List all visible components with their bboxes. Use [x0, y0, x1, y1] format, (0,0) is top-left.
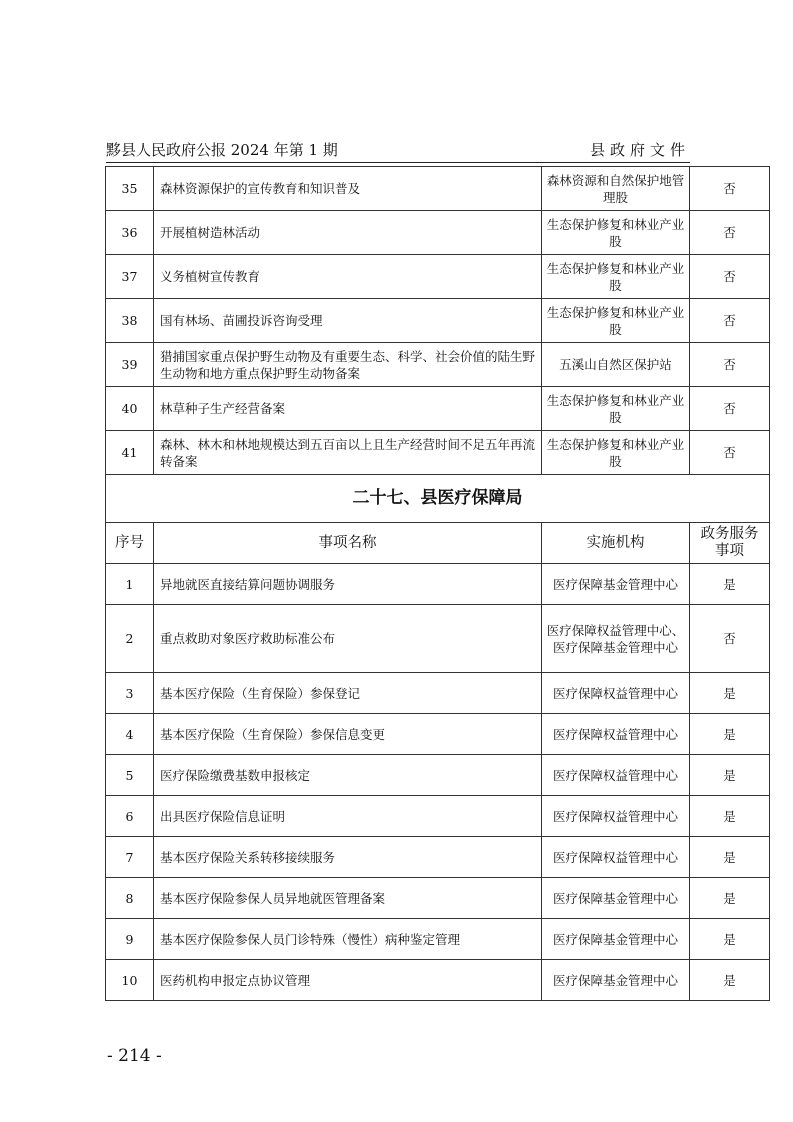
section-title: 二十七、县医疗保障局 — [106, 475, 770, 523]
row-service-flag: 是 — [690, 837, 770, 878]
row-number: 8 — [106, 878, 154, 919]
row-number: 10 — [106, 960, 154, 1001]
row-item-name: 异地就医直接结算问题协调服务 — [154, 564, 542, 605]
row-number: 1 — [106, 564, 154, 605]
col-header-service: 政务服务事项 — [690, 523, 770, 564]
table-row — [106, 960, 770, 1001]
row-number: 41 — [106, 431, 154, 475]
row-item-name: 医药机构申报定点协议管理 — [154, 960, 542, 1001]
row-agency: 生态保护修复和林业产业股 — [542, 431, 690, 475]
section-title-row — [106, 475, 770, 523]
row-number: 5 — [106, 755, 154, 796]
table-row — [106, 796, 770, 837]
row-item-name: 猎捕国家重点保护野生动物及有重要生态、科学、社会价值的陆生野生动物和地方重点保护野生动物备案 — [154, 343, 542, 387]
row-service-flag: 否 — [690, 343, 770, 387]
row-agency: 森林资源和自然保护地管理股 — [542, 167, 690, 211]
medical-security-rows — [106, 564, 770, 1001]
row-number: 6 — [106, 796, 154, 837]
row-service-flag: 是 — [690, 960, 770, 1001]
matters-table — [105, 166, 770, 1001]
table-row — [106, 919, 770, 960]
row-item-name: 基本医疗保险（生育保险）参保登记 — [154, 673, 542, 714]
table-row — [106, 343, 770, 387]
row-service-flag: 否 — [690, 605, 770, 673]
row-service-flag: 是 — [690, 796, 770, 837]
col-header-org: 实施机构 — [542, 523, 690, 564]
row-item-name: 基本医疗保险参保人员门诊特殊（慢性）病种鉴定管理 — [154, 919, 542, 960]
row-item-name: 重点救助对象医疗救助标准公布 — [154, 605, 542, 673]
row-number: 7 — [106, 837, 154, 878]
row-service-flag: 是 — [690, 673, 770, 714]
table-row — [106, 837, 770, 878]
table-row — [106, 605, 770, 673]
row-agency: 医疗保障基金管理中心 — [542, 564, 690, 605]
row-service-flag: 是 — [690, 878, 770, 919]
row-number: 36 — [106, 211, 154, 255]
row-agency: 医疗保障权益管理中心 — [542, 714, 690, 755]
forestry-rows — [106, 167, 770, 475]
row-item-name: 基本医疗保险（生育保险）参保信息变更 — [154, 714, 542, 755]
table-row — [106, 714, 770, 755]
row-number: 38 — [106, 299, 154, 343]
row-service-flag: 否 — [690, 255, 770, 299]
row-number: 37 — [106, 255, 154, 299]
row-item-name: 开展植树造林活动 — [154, 211, 542, 255]
row-agency: 医疗保障权益管理中心 — [542, 796, 690, 837]
page-number: - 214 - — [107, 1046, 162, 1066]
row-service-flag: 否 — [690, 167, 770, 211]
row-item-name: 医疗保险缴费基数申报核定 — [154, 755, 542, 796]
row-item-name: 林草种子生产经营备案 — [154, 387, 542, 431]
row-number: 9 — [106, 919, 154, 960]
row-number: 3 — [106, 673, 154, 714]
table-row — [106, 211, 770, 255]
section-label: 县政府文件 — [589, 141, 690, 159]
row-item-name: 出具医疗保险信息证明 — [154, 796, 542, 837]
row-number: 39 — [106, 343, 154, 387]
col-header-no: 序号 — [106, 523, 154, 564]
table-row — [106, 255, 770, 299]
column-header-row — [106, 523, 770, 564]
row-agency: 生态保护修复和林业产业股 — [542, 211, 690, 255]
col-header-name: 事项名称 — [154, 523, 542, 564]
row-agency: 医疗保障权益管理中心 — [542, 755, 690, 796]
row-agency: 医疗保障基金管理中心 — [542, 960, 690, 1001]
row-agency: 医疗保障基金管理中心 — [542, 878, 690, 919]
table-row — [106, 878, 770, 919]
row-number: 40 — [106, 387, 154, 431]
table-row — [106, 564, 770, 605]
row-service-flag: 是 — [690, 919, 770, 960]
row-service-flag: 否 — [690, 211, 770, 255]
row-item-name: 国有林场、苗圃投诉咨询受理 — [154, 299, 542, 343]
bulletin-title: 黟县人民政府公报 2024 年第 1 期 — [106, 141, 338, 159]
row-agency: 生态保护修复和林业产业股 — [542, 255, 690, 299]
row-agency: 生态保护修复和林业产业股 — [542, 299, 690, 343]
row-service-flag: 是 — [690, 755, 770, 796]
table-row — [106, 387, 770, 431]
table-row — [106, 673, 770, 714]
row-item-name: 义务植树宣传教育 — [154, 255, 542, 299]
row-item-name: 基本医疗保险参保人员异地就医管理备案 — [154, 878, 542, 919]
row-number: 2 — [106, 605, 154, 673]
row-agency: 医疗保障权益管理中心 — [542, 837, 690, 878]
row-agency: 医疗保障权益管理中心 — [542, 673, 690, 714]
row-agency: 医疗保障基金管理中心 — [542, 919, 690, 960]
row-agency: 医疗保障权益管理中心、医疗保障基金管理中心 — [542, 605, 690, 673]
table-row — [106, 431, 770, 475]
row-item-name: 基本医疗保险关系转移接续服务 — [154, 837, 542, 878]
row-service-flag: 否 — [690, 431, 770, 475]
row-service-flag: 是 — [690, 564, 770, 605]
table-row — [106, 299, 770, 343]
row-agency: 生态保护修复和林业产业股 — [542, 387, 690, 431]
row-service-flag: 是 — [690, 714, 770, 755]
row-number: 35 — [106, 167, 154, 211]
row-service-flag: 否 — [690, 299, 770, 343]
row-service-flag: 否 — [690, 387, 770, 431]
table-row — [106, 167, 770, 211]
table-row — [106, 755, 770, 796]
row-agency: 五溪山自然区保护站 — [542, 343, 690, 387]
row-number: 4 — [106, 714, 154, 755]
page-header — [106, 141, 690, 163]
row-item-name: 森林资源保护的宣传教育和知识普及 — [154, 167, 542, 211]
row-item-name: 森林、林木和林地规模达到五百亩以上且生产经营时间不足五年再流转备案 — [154, 431, 542, 475]
